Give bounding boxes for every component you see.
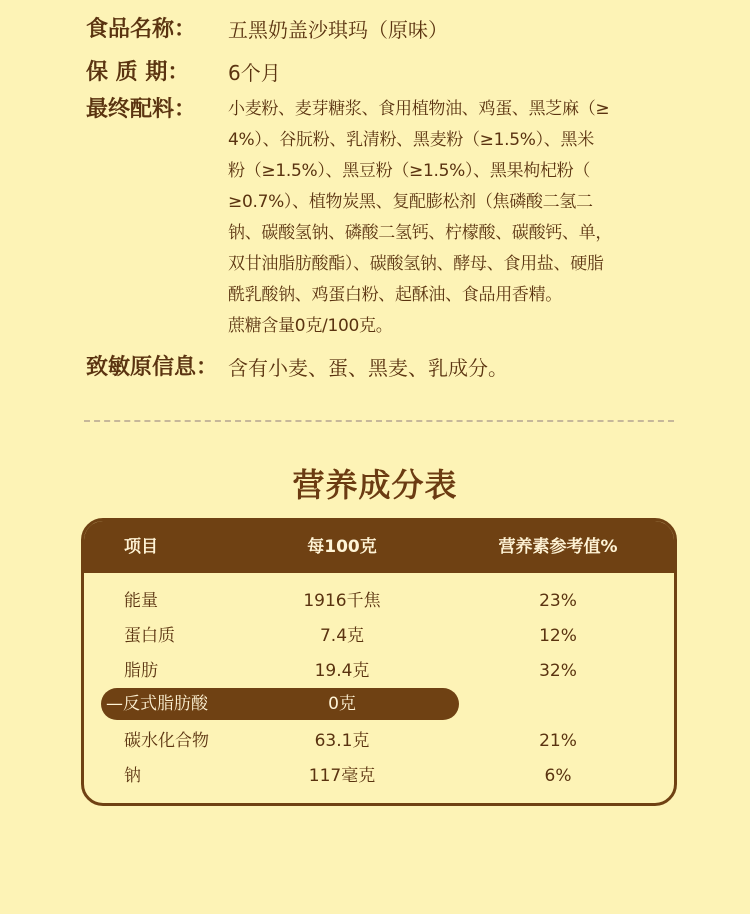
row-amount: 63.1克 — [314, 731, 370, 751]
ingredients-line: 粉（≥1.5%）、黑豆粉（≥1.5%）、黑果枸杞粉（ — [228, 161, 591, 181]
allergen-label: 致敏原信息： — [86, 355, 219, 380]
ingredients-line: 4%）、谷朊粉、乳清粉、黑麦粉（≥1.5%）、黑米 — [228, 130, 594, 150]
table-row — [84, 584, 674, 619]
table-row — [84, 759, 674, 794]
row-amount: 1916千焦 — [303, 591, 381, 611]
row-item: 碳水化合物 — [124, 731, 209, 751]
row-amount: 117毫克 — [308, 766, 376, 786]
row-nrv: 12% — [539, 626, 577, 646]
row-item: 脂肪 — [124, 661, 158, 681]
header-per-100g: 每100克 — [307, 537, 377, 557]
shelf-life-value: 6个月 — [228, 61, 281, 85]
table-row — [84, 619, 674, 654]
ingredients-row — [86, 94, 690, 344]
ingredients-text — [228, 94, 690, 342]
row-item: 能量 — [124, 591, 158, 611]
row-amount: 7.4克 — [319, 626, 365, 646]
ingredients-label: 最终配料： — [86, 97, 197, 122]
nutrition-table-header — [84, 521, 674, 573]
row-item: 蛋白质 — [124, 626, 175, 646]
nutrition-title: 营养成分表 — [292, 466, 458, 504]
dashed-divider — [84, 420, 674, 422]
row-amount: 19.4克 — [314, 661, 370, 681]
row-nrv: 32% — [539, 661, 577, 681]
nutrition-table — [81, 518, 677, 806]
row-nrv: 6% — [544, 766, 572, 786]
row-nrv: 21% — [539, 731, 577, 751]
row-nrv: 23% — [539, 591, 577, 611]
ingredients-line: 双甘油脂肪酸酯）、碳酸氢钠、酵母、食用盐、硬脂 — [228, 254, 604, 274]
header-nrv: 营养素参考值% — [498, 537, 618, 557]
allergen-value: 含有小麦、蛋、黑麦、乳成分。 — [228, 356, 508, 380]
ingredients-line: 钠、碳酸氢钠、磷酸二氢钙、柠檬酸、碳酸钙、单， — [228, 223, 613, 243]
table-row — [84, 724, 674, 759]
ingredients-line: ≥0.7%）、植物炭黑、复配膨松剂（焦磷酸二氢二 — [228, 192, 593, 212]
table-row — [84, 687, 674, 722]
ingredients-line: 酰乳酸钠、鸡蛋白粉、起酥油、食品用香精。 — [228, 285, 562, 305]
row-item: —反式脂肪酸 — [106, 694, 208, 714]
product-name-label: 食品名称： — [86, 17, 197, 42]
row-item: 钠 — [124, 766, 141, 786]
shelf-life-label: 保 质 期： — [86, 60, 190, 85]
product-name-value: 五黑奶盖沙琪玛（原味） — [228, 18, 448, 42]
row-amount: 0克 — [328, 694, 356, 714]
sugar-content-line: 蔗糖含量0克/100克。 — [228, 316, 393, 336]
table-row — [84, 654, 674, 689]
ingredients-line: 小麦粉、麦芽糖浆、食用植物油、鸡蛋、黑芝麻（≥ — [228, 99, 610, 119]
header-item: 项目 — [124, 537, 158, 557]
